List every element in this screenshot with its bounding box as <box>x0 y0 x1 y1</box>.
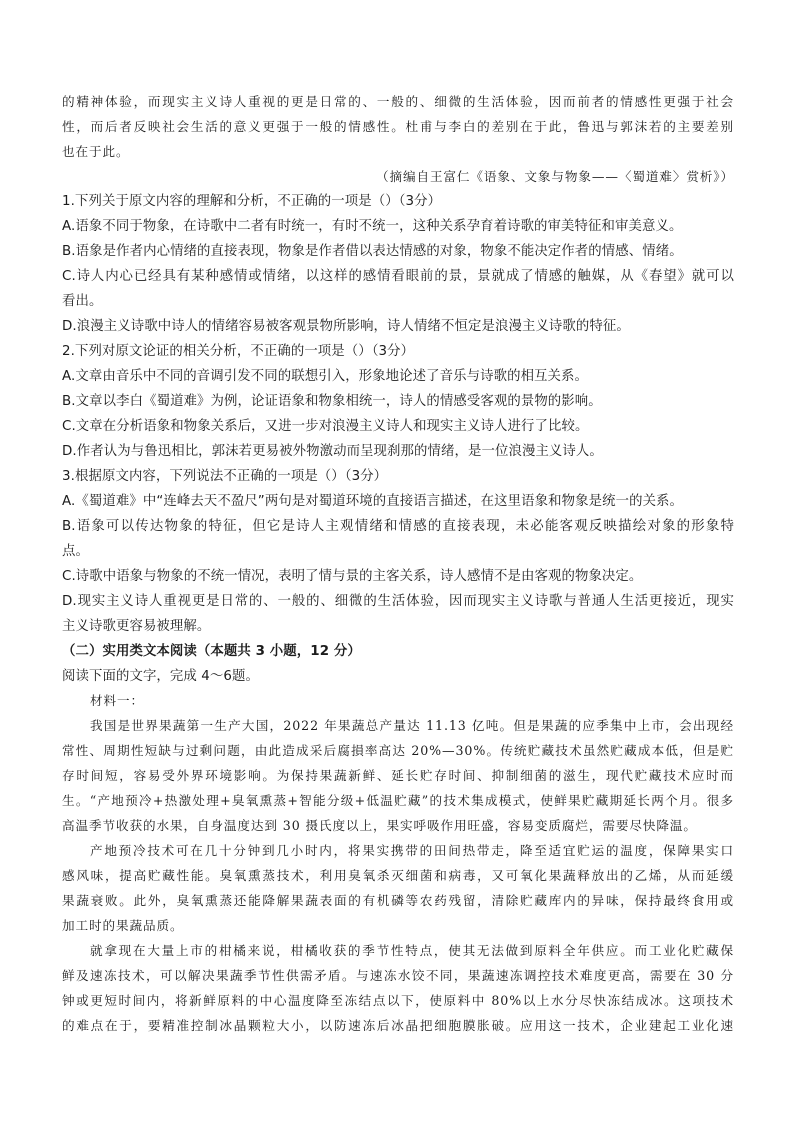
question-1-option-b: B.语象是作者内心情绪的直接表现，物象是作者借以表达情感的对象，物象不能决定作者的情感、情绪。 <box>62 244 683 259</box>
question-1-option-d: D.浪漫主义诗歌中诗人的情绪容易被客观景物所影响，诗人情绪不恒定是浪漫主义诗歌的特征。 <box>62 319 630 334</box>
question-3-stem: 3.根据原文内容，下列说法不正确的一项是（）（3分） <box>62 469 388 484</box>
question-3-option-c: C.诗歌中语象与物象的不统一情况，表明了情与景的主客关系，诗人感情不是由客观的物象决定。 <box>62 569 643 584</box>
material-line: 我国是世界果蔬第一生产大国，2022 年果蔬总产量达 11.13 亿吨。但是果蔬的应季集中上市，会出现经 <box>90 718 734 733</box>
section-instruction: 阅读下面的文字，完成 4～6题。 <box>62 669 259 684</box>
material-line: 产地预冷技术可在几十分钟到几小时内，将果实携带的田间热带走，降至适宜贮运的温度，保障果实口 <box>90 843 734 858</box>
question-3-option-b: B.语象可以传达物象的特征，但它是诗人主观情绪和情感的直接表现，未必能客观反映描绘对象的形象特 <box>62 519 734 534</box>
question-3-option-b-cont: 点。 <box>62 544 89 559</box>
material-line: 感风味，提高贮藏性能。臭氧熏蒸技术，利用臭氧杀灭细菌和病毒，又可氧化果蔬释放出的乙烯，从而延缓 <box>62 868 734 883</box>
material-line: 加工时的果蔬品质。 <box>62 918 184 933</box>
passage-line: 的精神体验，而现实主义诗人重视的更是日常的、一般的、细微的生活体验，因而前者的情感性更强于社会 <box>62 94 734 109</box>
section-heading: （二）实用类文本阅读（本题共 3 小题，12 分） <box>62 644 361 659</box>
question-1-option-c: C.诗人内心已经具有某种感情或情绪，以这样的感情看眼前的景，景就成了情感的触媒，从《春望》就可以 <box>62 269 734 284</box>
question-2-option-d: D.作者认为与鲁迅相比，郭沫若更易被外物激动而呈现刹那的情绪，是一位浪漫主义诗人。 <box>62 444 603 459</box>
question-2-option-a: A.文章由音乐中不同的音调引发不同的联想引入，形象地论述了音乐与诗歌的相互关系。 <box>62 369 589 384</box>
material-line: 果蔬衰败。此外，臭氧熏蒸还能降解果蔬表面的有机磷等农药残留，清除贮藏库内的异味，保持最终食用或 <box>62 893 734 908</box>
question-1-option-a: A.语象不同于物象，在诗歌中二者有时统一，有时不统一，这种关系孕育着诗歌的审美特征和审美意义。 <box>62 219 683 234</box>
material-line: 就拿现在大量上市的柑橘来说，柑橘收获的季节性特点，使其无法做到原料全年供应。而工业化贮藏保 <box>90 943 734 958</box>
question-2-option-b: B.文章以李白《蜀道难》为例，论证语象和物象相统一，诗人的情感受客观的景物的影响。 <box>62 394 602 409</box>
question-2-stem: 2.下列对原文论证的相关分析，不正确的一项是（）（3分） <box>62 344 415 359</box>
question-3-option-d-cont: 主义诗歌更容易被理解。 <box>62 619 211 634</box>
material-line: 的难点在于，要精准控制冰晶颗粒大小，以防速冻后冰晶把细胞膜胀破。应用这一技术，企业建起工业化速 <box>62 1018 734 1033</box>
material-line: 生。“产地预冷+热激处理+臭氧熏蒸+智能分级+低温贮藏”的技术集成模式，使鲜果贮藏期延长两个月。很多 <box>62 793 734 808</box>
material-line: 常性、周期性短缺与过剩问题，由此造成采后腐損率高达 20%—30%。传统贮藏技术虽然贮藏成本低，但是贮 <box>62 743 734 758</box>
question-3-option-a: A.《蜀道难》中“连峰去天不盈尺”两句是对蜀道环境的直接语言描述，在这里语象和物象是统一的关系。 <box>62 494 684 509</box>
question-3-option-d: D.现实主义诗人重视更是日常的、一般的、细微的生活体验，因而现实主义诗歌与普通人生活更接近，现实 <box>62 594 734 609</box>
material-line: 鲜及速冻技术，可以解决果蔬季节性供需矛盾。与速冻水饺不同，果蔬速冻调控技术难度更高，需要在 30 分 <box>62 968 734 983</box>
material-label: 材料一： <box>90 693 144 708</box>
material-line: 高温季节收获的水果，自身温度达到 30 摄氏度以上，果实呼吸作用旺盛，容易变质腐烂，需要尽快降温。 <box>62 818 697 833</box>
question-2-option-c: C.文章在分析语象和物象关系后，又进一步对浪漫主义诗人和现实主义诗人进行了比较。 <box>62 419 589 434</box>
passage-line: 性，而后者反映社会生活的意义更强于一般的情感性。杜甫与李白的差别在于此，鲁迅与郭沫若的主要差别 <box>62 119 734 134</box>
passage-line: 也在于此。 <box>62 144 130 159</box>
source-citation: （摘编自王富仁《语象、文象与物象——〈蜀道难〉赏析》） <box>375 169 734 184</box>
question-1-stem: 1.下列关于原文内容的理解和分析，不正确的一项是（）（3分） <box>62 194 442 209</box>
material-line: 钟或更短时间内，将新鲜原料的中心温度降至冻结点以下，使原料中 80%以上水分尽快冻结成冰。这项技术 <box>62 993 734 1008</box>
material-line: 存时间短，容易受外界环境影响。为保持果蔬新鲜、延长贮存时间、抑制细菌的滋生，现代贮藏技术应时而 <box>62 768 734 783</box>
question-1-option-c-cont: 看出。 <box>62 294 103 309</box>
